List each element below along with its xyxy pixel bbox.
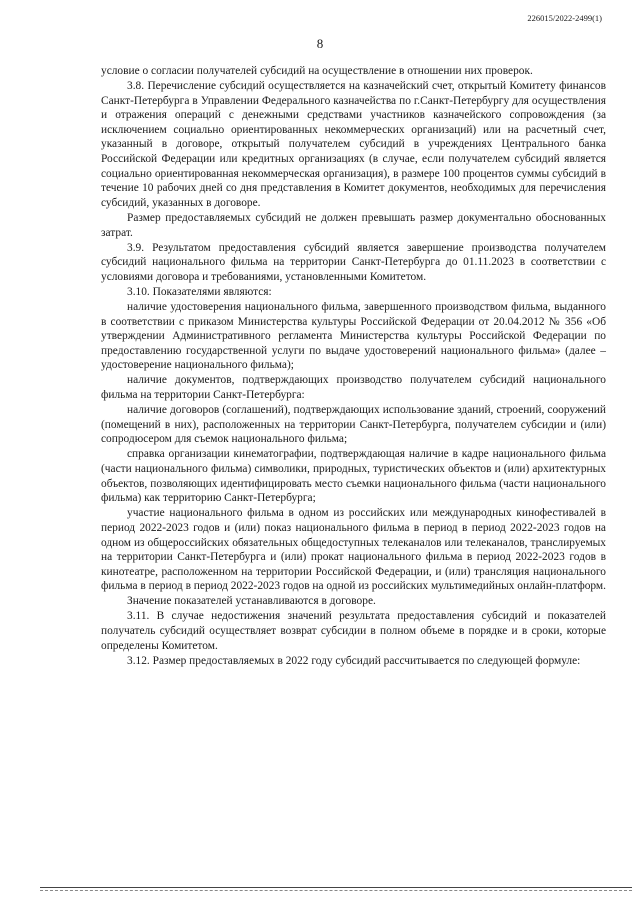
bottom-scan-line-dashed: [40, 890, 632, 891]
document-number: 226015/2022-2499(1): [527, 13, 602, 23]
paragraph-indicator-values: Значение показателей устанавливаются в договоре.: [127, 595, 376, 608]
paragraph-3-11: 3.11. В случае недостижения значений результата предоставления субсидий и показателей получатель субсидий осуществляет возврат субсидии в полном объеме в порядке и в сроки, которые определены Комитетом.: [101, 610, 606, 652]
indicator-documents: наличие документов, подтверждающих производство получателем субсидий национального фильма на территории Санкт-Петербурга:: [101, 374, 606, 402]
paragraph-continuation: условие о согласии получателей субсидий на осуществление в отношении них проверок.: [101, 65, 533, 77]
paragraph-3-8: 3.8. Перечисление субсидий осуществляется на казначейский счет, открытый Комитету финансов Санкт-Петербурга в Управлении Федерального казначейства по г.Санкт-Петербургу для осуществления и отражения операций с денежными средствами участников казначейского сопровождения (за исключением социально ориентированных некоммерческих организаций) или на расчетный счет, указанный в договоре, открытый получателем субсидий в учреждениях Центрального банка Российской Федерации или кредитных организациях (в случае, если получателем субсидий является социально ориентированная некоммерческая организация), в размере 100 процентов суммы субсидий в течение 10 рабочих дней со дня представления в Комитет документов, необходимых для перечисления субсидий, указанных в договоре.: [101, 80, 606, 209]
indicator-contracts: наличие договоров (соглашений), подтверждающих использование зданий, строений, сооружений (помещений в них), расположенных на территории Санкт-Петербурга, получателем субсидии и (или) сопродюсером для съемок национального фильма;: [101, 404, 606, 446]
page-number: 8: [316, 36, 324, 51]
paragraph-subsidy-limit: Размер предоставляемых субсидий не должен превышать размер документально обоснованных затрат.: [101, 211, 606, 239]
document-body: [101, 64, 606, 668]
bottom-scan-line: [40, 887, 632, 888]
indicator-certificate-symbols: справка организации кинематографии, подтверждающая наличие в кадре национального фильма (части национального фильма) символики, природных, туристических объектов и (или) архитектурных объектов, позволяющих идентифицировать место съемки национального фильма (части национального фильма) как территорию Санкт-Петербурга;: [101, 448, 606, 505]
indicator-certificate: наличие удостоверения национального фильма, завершенного производством фильма, выданного в соответствии с приказом Министерства культуры Российской Федерации от 20.04.2012 № 356 «Об утверждении Административного регламента Министерства культуры Российской Федерации по предоставлению государственной услуги по выдаче удостоверений национального фильма» (далее – удостоверение национального фильма);: [101, 301, 606, 372]
indicator-festival-participation: участие национального фильма в одном из российских или международных кинофестивалей в период 2022-2023 годов и (или) показ национального фильма в период в период 2022-2023 годов на одном из общероссийских обязательных общедоступных телеканалов или телеканалов, транслируемых на территории Санкт-Петербурга и (или) прокат национального фильма в период 2022-2023 годов в кинотеатре, расположенном на территории Российской Федерации, и (или) трансляция национального фильма в период в период 2022-2023 годов на одной из российских мультимедийных онлайн-платформ.: [101, 507, 606, 593]
paragraph-3-10: 3.10. Показателями являются:: [127, 285, 272, 298]
paragraph-3-12: 3.12. Размер предоставляемых в 2022 году субсидий рассчитывается по следующей формуле:: [127, 654, 581, 667]
paragraph-3-9: 3.9. Результатом предоставления субсидий является завершение производства получателем субсидий национального фильма на территории Санкт-Петербурга до 01.11.2023 в соответствии с условиями договора и требованиями, установленными Комитетом.: [101, 241, 606, 283]
